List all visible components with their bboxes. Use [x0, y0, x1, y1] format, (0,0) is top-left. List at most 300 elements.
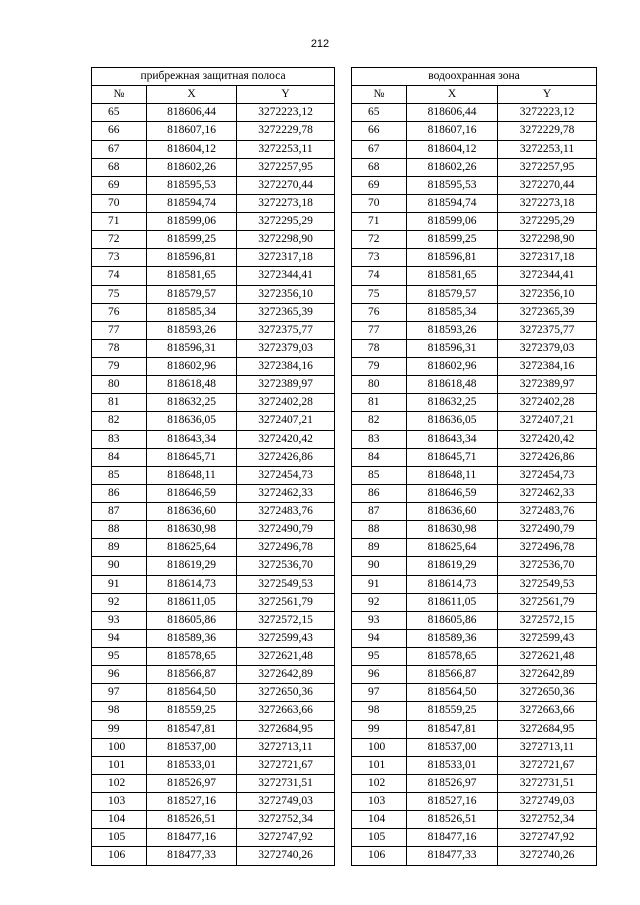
table-row: [92, 648, 335, 666]
y-coordinate-cell: 3272684,95: [498, 720, 597, 738]
x-coordinate-cell: 818636,05: [407, 412, 498, 430]
x-coordinate-cell: 818646,59: [147, 484, 237, 502]
x-coordinate-cell: 818645,71: [147, 448, 237, 466]
point-number-cell: 79: [92, 358, 147, 376]
y-coordinate-cell: 3272740,26: [237, 847, 335, 865]
point-number-cell: 106: [92, 847, 147, 865]
point-number-cell: 73: [352, 249, 407, 267]
table-row: [92, 339, 335, 357]
x-coordinate-cell: 818606,44: [407, 104, 498, 122]
x-coordinate-cell: 818581,65: [407, 267, 498, 285]
point-number-cell: 68: [352, 158, 407, 176]
x-coordinate-cell: 818579,57: [407, 285, 498, 303]
x-coordinate-cell: 818594,74: [407, 194, 498, 212]
column-header-x: X: [407, 86, 498, 104]
table-row: [92, 557, 335, 575]
point-number-cell: 83: [92, 430, 147, 448]
point-number-cell: 75: [352, 285, 407, 303]
x-coordinate-cell: 818547,81: [147, 720, 237, 738]
table-row: [352, 738, 597, 756]
table-row: [352, 811, 597, 829]
table-row: [352, 339, 597, 357]
y-coordinate-cell: 3272684,95: [237, 720, 335, 738]
x-coordinate-cell: 818605,86: [147, 611, 237, 629]
y-coordinate-cell: 3272295,29: [237, 213, 335, 231]
point-number-cell: 73: [92, 249, 147, 267]
table-row: [352, 611, 597, 629]
x-coordinate-cell: 818611,05: [147, 593, 237, 611]
table-row: [352, 702, 597, 720]
table-row: [352, 249, 597, 267]
point-number-cell: 90: [352, 557, 407, 575]
point-number-cell: 69: [352, 176, 407, 194]
point-number-cell: 94: [352, 629, 407, 647]
point-number-cell: 94: [92, 629, 147, 647]
y-coordinate-cell: 3272536,70: [237, 557, 335, 575]
point-number-cell: 84: [92, 448, 147, 466]
y-coordinate-cell: 3272621,48: [237, 648, 335, 666]
x-coordinate-cell: 818602,96: [407, 358, 498, 376]
y-coordinate-cell: 3272642,89: [237, 666, 335, 684]
water-protection-zone-table: [351, 67, 597, 866]
table-row: [92, 466, 335, 484]
point-number-cell: 93: [352, 611, 407, 629]
table-row: [352, 140, 597, 158]
y-coordinate-cell: 3272273,18: [237, 194, 335, 212]
point-number-cell: 88: [92, 521, 147, 539]
y-coordinate-cell: 3272344,41: [237, 267, 335, 285]
column-header-number: №: [352, 86, 407, 104]
point-number-cell: 105: [92, 829, 147, 847]
point-number-cell: 77: [352, 321, 407, 339]
point-number-cell: 80: [92, 376, 147, 394]
table-row: [352, 376, 597, 394]
y-coordinate-cell: 3272420,42: [237, 430, 335, 448]
y-coordinate-cell: 3272561,79: [237, 593, 335, 611]
x-coordinate-cell: 818606,44: [147, 104, 237, 122]
table-row: [92, 684, 335, 702]
table-row: [92, 575, 335, 593]
y-coordinate-cell: 3272749,03: [498, 793, 597, 811]
x-coordinate-cell: 818648,11: [147, 466, 237, 484]
point-number-cell: 78: [92, 339, 147, 357]
table-row: [352, 303, 597, 321]
point-number-cell: 87: [92, 503, 147, 521]
y-coordinate-cell: 3272402,28: [237, 394, 335, 412]
y-coordinate-cell: 3272599,43: [498, 629, 597, 647]
table-row: [352, 648, 597, 666]
table-row: [352, 213, 597, 231]
y-coordinate-cell: 3272298,90: [498, 231, 597, 249]
table-row: [92, 213, 335, 231]
table-row: [352, 847, 597, 865]
y-coordinate-cell: 3272420,42: [498, 430, 597, 448]
y-coordinate-cell: 3272731,51: [498, 774, 597, 792]
table-row: [92, 176, 335, 194]
point-number-cell: 103: [352, 793, 407, 811]
x-coordinate-cell: 818593,26: [147, 321, 237, 339]
x-coordinate-cell: 818599,25: [407, 231, 498, 249]
x-coordinate-cell: 818526,97: [147, 774, 237, 792]
table-row: [92, 267, 335, 285]
y-coordinate-cell: 3272389,97: [237, 376, 335, 394]
column-header-y: Y: [237, 86, 335, 104]
x-coordinate-cell: 818599,06: [407, 213, 498, 231]
table-row: [92, 412, 335, 430]
y-coordinate-cell: 3272253,11: [237, 140, 335, 158]
table-row: [92, 593, 335, 611]
x-coordinate-cell: 818477,16: [407, 829, 498, 847]
y-coordinate-cell: 3272257,95: [237, 158, 335, 176]
table-row: [92, 249, 335, 267]
y-coordinate-cell: 3272752,34: [237, 811, 335, 829]
point-number-cell: 103: [92, 793, 147, 811]
table-row: [92, 285, 335, 303]
y-coordinate-cell: 3272490,79: [498, 521, 597, 539]
table-row: [92, 394, 335, 412]
y-coordinate-cell: 3272365,39: [237, 303, 335, 321]
point-number-cell: 102: [352, 774, 407, 792]
column-header-number: №: [92, 86, 147, 104]
x-coordinate-cell: 818595,53: [147, 176, 237, 194]
y-coordinate-cell: 3272713,11: [237, 738, 335, 756]
x-coordinate-cell: 818636,60: [407, 503, 498, 521]
point-number-cell: 91: [92, 575, 147, 593]
table-row: [352, 557, 597, 575]
x-coordinate-cell: 818527,16: [147, 793, 237, 811]
y-coordinate-cell: 3272483,76: [237, 503, 335, 521]
y-coordinate-cell: 3272229,78: [237, 122, 335, 140]
point-number-cell: 105: [352, 829, 407, 847]
point-number-cell: 100: [92, 738, 147, 756]
y-coordinate-cell: 3272407,21: [237, 412, 335, 430]
point-number-cell: 99: [92, 720, 147, 738]
point-number-cell: 101: [92, 756, 147, 774]
y-coordinate-cell: 3272384,16: [237, 358, 335, 376]
point-number-cell: 74: [92, 267, 147, 285]
point-number-cell: 89: [92, 539, 147, 557]
x-coordinate-cell: 818604,12: [407, 140, 498, 158]
table-row: [352, 575, 597, 593]
y-coordinate-cell: 3272344,41: [498, 267, 597, 285]
point-number-cell: 96: [92, 666, 147, 684]
point-number-cell: 85: [92, 466, 147, 484]
y-coordinate-cell: 3272402,28: [498, 394, 597, 412]
y-coordinate-cell: 3272454,73: [237, 466, 335, 484]
x-coordinate-cell: 818477,33: [147, 847, 237, 865]
table-row: [92, 611, 335, 629]
x-coordinate-cell: 818566,87: [407, 666, 498, 684]
x-coordinate-cell: 818585,34: [147, 303, 237, 321]
point-number-cell: 91: [352, 575, 407, 593]
y-coordinate-cell: 3272253,11: [498, 140, 597, 158]
point-number-cell: 96: [352, 666, 407, 684]
point-number-cell: 89: [352, 539, 407, 557]
table-row: [92, 629, 335, 647]
table-row: [92, 720, 335, 738]
y-coordinate-cell: 3272561,79: [498, 593, 597, 611]
y-coordinate-cell: 3272365,39: [498, 303, 597, 321]
table-row: [92, 847, 335, 865]
x-coordinate-cell: 818596,31: [147, 339, 237, 357]
y-coordinate-cell: 3272749,03: [237, 793, 335, 811]
x-coordinate-cell: 818630,98: [407, 521, 498, 539]
x-coordinate-cell: 818602,96: [147, 358, 237, 376]
point-number-cell: 67: [352, 140, 407, 158]
table-row: [352, 629, 597, 647]
x-coordinate-cell: 818537,00: [147, 738, 237, 756]
table-row: [92, 756, 335, 774]
x-coordinate-cell: 818619,29: [407, 557, 498, 575]
table-title: прибрежная защитная полоса: [92, 68, 335, 86]
table-row: [92, 194, 335, 212]
point-number-cell: 75: [92, 285, 147, 303]
point-number-cell: 88: [352, 521, 407, 539]
y-coordinate-cell: 3272375,77: [237, 321, 335, 339]
x-coordinate-cell: 818585,34: [407, 303, 498, 321]
table-row: [92, 738, 335, 756]
x-coordinate-cell: 818632,25: [407, 394, 498, 412]
x-coordinate-cell: 818643,34: [407, 430, 498, 448]
x-coordinate-cell: 818607,16: [147, 122, 237, 140]
y-coordinate-cell: 3272375,77: [498, 321, 597, 339]
x-coordinate-cell: 818564,50: [407, 684, 498, 702]
y-coordinate-cell: 3272642,89: [498, 666, 597, 684]
table-row: [352, 194, 597, 212]
table-row: [352, 158, 597, 176]
x-coordinate-cell: 818599,25: [147, 231, 237, 249]
y-coordinate-cell: 3272621,48: [498, 648, 597, 666]
point-number-cell: 78: [352, 339, 407, 357]
x-coordinate-cell: 818564,50: [147, 684, 237, 702]
point-number-cell: 66: [352, 122, 407, 140]
table-row: [352, 756, 597, 774]
y-coordinate-cell: 3272389,97: [498, 376, 597, 394]
x-coordinate-cell: 818589,36: [407, 629, 498, 647]
table-header-row: [352, 86, 597, 104]
table-row: [352, 484, 597, 502]
table-title-row: [352, 68, 597, 86]
x-coordinate-cell: 818636,60: [147, 503, 237, 521]
x-coordinate-cell: 818632,25: [147, 394, 237, 412]
column-header-x: X: [147, 86, 237, 104]
table-row: [352, 412, 597, 430]
x-coordinate-cell: 818630,98: [147, 521, 237, 539]
table-row: [352, 285, 597, 303]
y-coordinate-cell: 3272496,78: [237, 539, 335, 557]
table-title-row: [92, 68, 335, 86]
y-coordinate-cell: 3272356,10: [237, 285, 335, 303]
point-number-cell: 86: [352, 484, 407, 502]
table-row: [352, 321, 597, 339]
x-coordinate-cell: 818566,87: [147, 666, 237, 684]
y-coordinate-cell: 3272740,26: [498, 847, 597, 865]
x-coordinate-cell: 818596,31: [407, 339, 498, 357]
y-coordinate-cell: 3272752,34: [498, 811, 597, 829]
point-number-cell: 82: [92, 412, 147, 430]
table-row: [92, 702, 335, 720]
table-row: [352, 793, 597, 811]
x-coordinate-cell: 818605,86: [407, 611, 498, 629]
x-coordinate-cell: 818594,74: [147, 194, 237, 212]
point-number-cell: 101: [352, 756, 407, 774]
point-number-cell: 93: [92, 611, 147, 629]
x-coordinate-cell: 818578,65: [147, 648, 237, 666]
point-number-cell: 71: [92, 213, 147, 231]
x-coordinate-cell: 818477,33: [407, 847, 498, 865]
table-row: [352, 358, 597, 376]
y-coordinate-cell: 3272663,66: [498, 702, 597, 720]
y-coordinate-cell: 3272257,95: [498, 158, 597, 176]
y-coordinate-cell: 3272462,33: [237, 484, 335, 502]
x-coordinate-cell: 818625,64: [407, 539, 498, 557]
x-coordinate-cell: 818646,59: [407, 484, 498, 502]
point-number-cell: 97: [92, 684, 147, 702]
x-coordinate-cell: 818643,34: [147, 430, 237, 448]
y-coordinate-cell: 3272426,86: [237, 448, 335, 466]
x-coordinate-cell: 818602,26: [147, 158, 237, 176]
y-coordinate-cell: 3272713,11: [498, 738, 597, 756]
table-row: [352, 231, 597, 249]
x-coordinate-cell: 818595,53: [407, 176, 498, 194]
table-row: [352, 448, 597, 466]
point-number-cell: 87: [352, 503, 407, 521]
y-coordinate-cell: 3272356,10: [498, 285, 597, 303]
y-coordinate-cell: 3272496,78: [498, 539, 597, 557]
point-number-cell: 100: [352, 738, 407, 756]
point-number-cell: 67: [92, 140, 147, 158]
y-coordinate-cell: 3272747,92: [237, 829, 335, 847]
x-coordinate-cell: 818581,65: [147, 267, 237, 285]
table-row: [92, 484, 335, 502]
x-coordinate-cell: 818604,12: [147, 140, 237, 158]
point-number-cell: 92: [92, 593, 147, 611]
table-row: [92, 140, 335, 158]
table-row: [352, 593, 597, 611]
y-coordinate-cell: 3272536,70: [498, 557, 597, 575]
table-row: [92, 430, 335, 448]
x-coordinate-cell: 818618,48: [407, 376, 498, 394]
x-coordinate-cell: 818579,57: [147, 285, 237, 303]
y-coordinate-cell: 3272270,44: [237, 176, 335, 194]
table-row: [352, 521, 597, 539]
table-row: [92, 104, 335, 122]
y-coordinate-cell: 3272317,18: [237, 249, 335, 267]
y-coordinate-cell: 3272270,44: [498, 176, 597, 194]
table-row: [352, 720, 597, 738]
y-coordinate-cell: 3272384,16: [498, 358, 597, 376]
page-number: 212: [310, 38, 330, 50]
point-number-cell: 83: [352, 430, 407, 448]
table-row: [92, 774, 335, 792]
table-header-row: [92, 86, 335, 104]
x-coordinate-cell: 818636,05: [147, 412, 237, 430]
x-coordinate-cell: 818578,65: [407, 648, 498, 666]
point-number-cell: 81: [352, 394, 407, 412]
point-number-cell: 79: [352, 358, 407, 376]
y-coordinate-cell: 3272572,15: [237, 611, 335, 629]
x-coordinate-cell: 818559,25: [147, 702, 237, 720]
point-number-cell: 81: [92, 394, 147, 412]
y-coordinate-cell: 3272572,15: [498, 611, 597, 629]
point-number-cell: 84: [352, 448, 407, 466]
x-coordinate-cell: 818526,97: [407, 774, 498, 792]
point-number-cell: 90: [92, 557, 147, 575]
point-number-cell: 98: [352, 702, 407, 720]
x-coordinate-cell: 818602,26: [407, 158, 498, 176]
x-coordinate-cell: 818589,36: [147, 629, 237, 647]
x-coordinate-cell: 818526,51: [147, 811, 237, 829]
point-number-cell: 68: [92, 158, 147, 176]
table-row: [352, 430, 597, 448]
table-row: [92, 321, 335, 339]
table-row: [92, 503, 335, 521]
table-title: водоохранная зона: [352, 68, 597, 86]
y-coordinate-cell: 3272650,36: [498, 684, 597, 702]
y-coordinate-cell: 3272223,12: [498, 104, 597, 122]
table-row: [92, 158, 335, 176]
y-coordinate-cell: 3272407,21: [498, 412, 597, 430]
point-number-cell: 65: [352, 104, 407, 122]
point-number-cell: 76: [92, 303, 147, 321]
table-row: [92, 376, 335, 394]
point-number-cell: 70: [352, 194, 407, 212]
y-coordinate-cell: 3272379,03: [498, 339, 597, 357]
x-coordinate-cell: 818619,29: [147, 557, 237, 575]
point-number-cell: 106: [352, 847, 407, 865]
table-row: [352, 684, 597, 702]
y-coordinate-cell: 3272549,53: [237, 575, 335, 593]
point-number-cell: 65: [92, 104, 147, 122]
point-number-cell: 72: [92, 231, 147, 249]
x-coordinate-cell: 818614,73: [147, 575, 237, 593]
table-row: [352, 774, 597, 792]
column-header-y: Y: [498, 86, 597, 104]
table-row: [92, 829, 335, 847]
table-row: [352, 666, 597, 684]
x-coordinate-cell: 818533,01: [407, 756, 498, 774]
table-row: [352, 267, 597, 285]
y-coordinate-cell: 3272599,43: [237, 629, 335, 647]
y-coordinate-cell: 3272317,18: [498, 249, 597, 267]
x-coordinate-cell: 818625,64: [147, 539, 237, 557]
table-row: [92, 811, 335, 829]
table-row: [352, 466, 597, 484]
y-coordinate-cell: 3272223,12: [237, 104, 335, 122]
x-coordinate-cell: 818648,11: [407, 466, 498, 484]
point-number-cell: 82: [352, 412, 407, 430]
point-number-cell: 76: [352, 303, 407, 321]
x-coordinate-cell: 818547,81: [407, 720, 498, 738]
y-coordinate-cell: 3272549,53: [498, 575, 597, 593]
point-number-cell: 85: [352, 466, 407, 484]
point-number-cell: 102: [92, 774, 147, 792]
point-number-cell: 95: [92, 648, 147, 666]
x-coordinate-cell: 818618,48: [147, 376, 237, 394]
y-coordinate-cell: 3272229,78: [498, 122, 597, 140]
y-coordinate-cell: 3272483,76: [498, 503, 597, 521]
point-number-cell: 80: [352, 376, 407, 394]
table-row: [92, 231, 335, 249]
y-coordinate-cell: 3272426,86: [498, 448, 597, 466]
x-coordinate-cell: 818611,05: [407, 593, 498, 611]
y-coordinate-cell: 3272273,18: [498, 194, 597, 212]
table-row: [92, 122, 335, 140]
y-coordinate-cell: 3272490,79: [237, 521, 335, 539]
x-coordinate-cell: 818599,06: [147, 213, 237, 231]
x-coordinate-cell: 818607,16: [407, 122, 498, 140]
y-coordinate-cell: 3272731,51: [237, 774, 335, 792]
